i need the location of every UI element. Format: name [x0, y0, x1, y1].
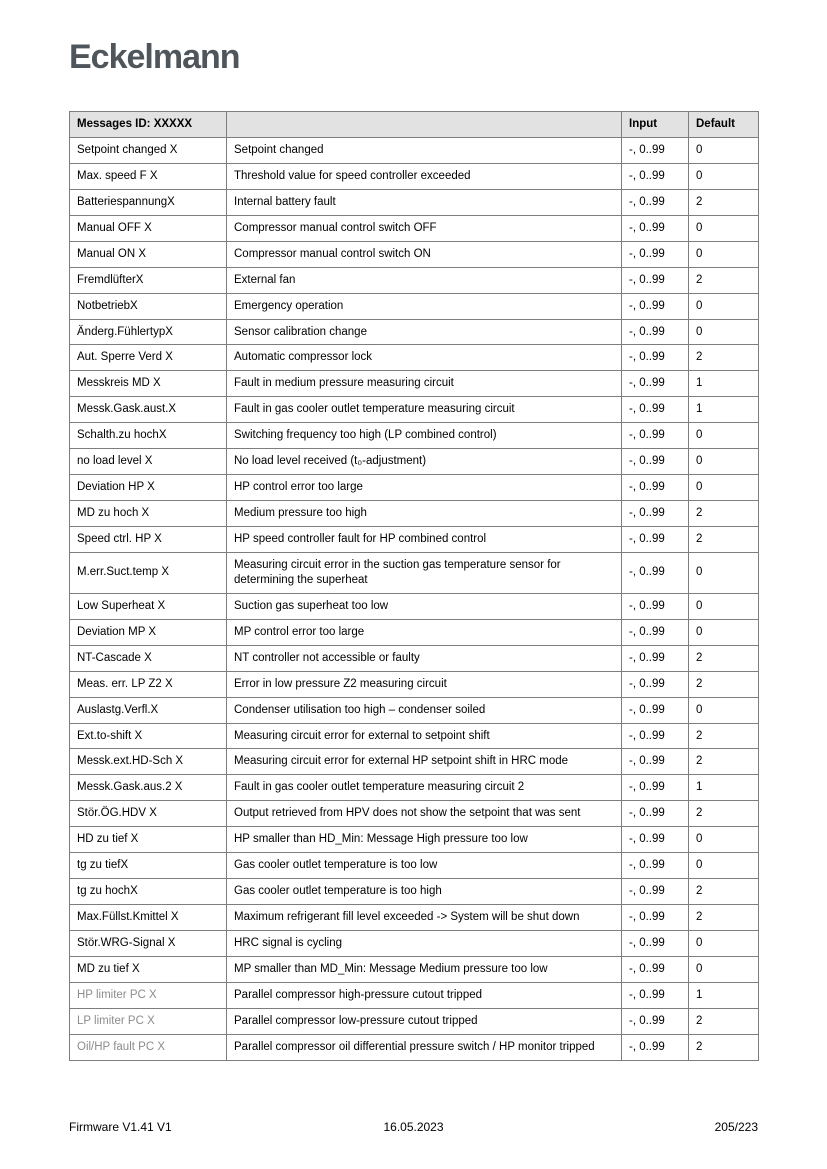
message-id-cell: FremdlüfterX — [70, 267, 227, 293]
message-description-cell: HP speed controller fault for HP combined control — [227, 527, 622, 553]
message-id-cell: LP limiter PC X — [70, 1008, 227, 1034]
message-id-cell: Änderg.FühlertypX — [70, 319, 227, 345]
table-header-row — [70, 112, 759, 138]
table-row — [70, 527, 759, 553]
message-input-cell: -, 0..99 — [622, 552, 689, 593]
message-description-cell: Measuring circuit error for external HP setpoint shift in HRC mode — [227, 749, 622, 775]
message-description-cell: Switching frequency too high (LP combined control) — [227, 423, 622, 449]
table-row — [70, 449, 759, 475]
table-row — [70, 697, 759, 723]
message-input-cell: -, 0..99 — [622, 671, 689, 697]
message-id-cell: HP limiter PC X — [70, 982, 227, 1008]
message-description-cell: Parallel compressor low-pressure cutout tripped — [227, 1008, 622, 1034]
message-default-cell: 2 — [689, 267, 759, 293]
message-default-cell: 0 — [689, 853, 759, 879]
message-input-cell: -, 0..99 — [622, 697, 689, 723]
message-default-cell: 2 — [689, 189, 759, 215]
message-id-cell: Ext.to-shift X — [70, 723, 227, 749]
message-id-cell: Deviation HP X — [70, 475, 227, 501]
message-input-cell: -, 0..99 — [622, 189, 689, 215]
message-default-cell: 2 — [689, 1034, 759, 1060]
message-id-cell: Messkreis MD X — [70, 371, 227, 397]
message-description-cell: Measuring circuit error in the suction gas temperature sensor for determining the superheat — [227, 552, 622, 593]
message-default-cell: 0 — [689, 697, 759, 723]
message-description-cell: Measuring circuit error for external to setpoint shift — [227, 723, 622, 749]
table-row — [70, 371, 759, 397]
message-description-cell: HP smaller than HD_Min: Message High pressure too low — [227, 827, 622, 853]
message-input-cell: -, 0..99 — [622, 137, 689, 163]
table-row — [70, 1034, 759, 1060]
message-default-cell: 2 — [689, 345, 759, 371]
table-row — [70, 1008, 759, 1034]
message-input-cell: -, 0..99 — [622, 879, 689, 905]
message-input-cell: -, 0..99 — [622, 956, 689, 982]
message-id-cell: BatteriespannungX — [70, 189, 227, 215]
messages-table-container — [69, 111, 758, 1061]
message-input-cell: -, 0..99 — [622, 241, 689, 267]
message-description-cell: Gas cooler outlet temperature is too low — [227, 853, 622, 879]
table-row — [70, 982, 759, 1008]
message-id-cell: MD zu hoch X — [70, 501, 227, 527]
message-description-cell: Maximum refrigerant fill level exceeded -> System will be shut down — [227, 905, 622, 931]
column-header-description — [227, 112, 622, 138]
table-row — [70, 801, 759, 827]
message-input-cell: -, 0..99 — [622, 423, 689, 449]
message-default-cell: 0 — [689, 163, 759, 189]
message-default-cell: 0 — [689, 293, 759, 319]
table-row — [70, 475, 759, 501]
table-row — [70, 189, 759, 215]
table-row — [70, 853, 759, 879]
message-description-cell: MP control error too large — [227, 619, 622, 645]
message-description-cell: Internal battery fault — [227, 189, 622, 215]
message-default-cell: 0 — [689, 619, 759, 645]
footer-date: 16.05.2023 — [383, 1120, 444, 1134]
message-default-cell: 0 — [689, 423, 759, 449]
message-description-cell: Automatic compressor lock — [227, 345, 622, 371]
message-default-cell: 2 — [689, 723, 759, 749]
message-description-cell: Sensor calibration change — [227, 319, 622, 345]
table-row — [70, 956, 759, 982]
message-id-cell: no load level X — [70, 449, 227, 475]
message-default-cell: 0 — [689, 931, 759, 957]
table-body — [70, 137, 759, 1060]
table-row — [70, 163, 759, 189]
message-default-cell: 0 — [689, 593, 759, 619]
message-id-cell: Manual OFF X — [70, 215, 227, 241]
message-id-cell: HD zu tief X — [70, 827, 227, 853]
table-row — [70, 619, 759, 645]
message-default-cell: 0 — [689, 215, 759, 241]
message-id-cell: NotbetriebX — [70, 293, 227, 319]
message-default-cell: 0 — [689, 137, 759, 163]
message-input-cell: -, 0..99 — [622, 163, 689, 189]
table-row — [70, 293, 759, 319]
message-description-cell: Condenser utilisation too high – condenser soiled — [227, 697, 622, 723]
message-default-cell: 2 — [689, 1008, 759, 1034]
table-row — [70, 671, 759, 697]
message-input-cell: -, 0..99 — [622, 371, 689, 397]
table-row — [70, 215, 759, 241]
table-row — [70, 423, 759, 449]
column-header-input: Input — [622, 112, 689, 138]
message-default-cell: 1 — [689, 371, 759, 397]
table-row — [70, 397, 759, 423]
message-input-cell: -, 0..99 — [622, 905, 689, 931]
message-description-cell: Gas cooler outlet temperature is too high — [227, 879, 622, 905]
message-default-cell: 2 — [689, 905, 759, 931]
message-description-cell: Parallel compressor oil differential pressure switch / HP monitor tripped — [227, 1034, 622, 1060]
message-description-cell: Emergency operation — [227, 293, 622, 319]
message-id-cell: Aut. Sperre Verd X — [70, 345, 227, 371]
message-input-cell: -, 0..99 — [622, 723, 689, 749]
message-input-cell: -, 0..99 — [622, 319, 689, 345]
message-id-cell: Stör.ÖG.HDV X — [70, 801, 227, 827]
message-id-cell: Messk.ext.HD-Sch X — [70, 749, 227, 775]
message-default-cell: 2 — [689, 501, 759, 527]
message-default-cell: 0 — [689, 241, 759, 267]
table-row — [70, 552, 759, 593]
table-row — [70, 931, 759, 957]
message-input-cell: -, 0..99 — [622, 645, 689, 671]
table-row — [70, 723, 759, 749]
message-id-cell: Max. speed F X — [70, 163, 227, 189]
table-row — [70, 137, 759, 163]
message-description-cell: Fault in gas cooler outlet temperature measuring circuit — [227, 397, 622, 423]
brand-logo: Eckelmann — [69, 38, 240, 76]
message-input-cell: -, 0..99 — [622, 827, 689, 853]
message-description-cell: Medium pressure too high — [227, 501, 622, 527]
message-description-cell: Output retrieved from HPV does not show the setpoint that was sent — [227, 801, 622, 827]
message-id-cell: tg zu tiefX — [70, 853, 227, 879]
message-description-cell: HP control error too large — [227, 475, 622, 501]
message-input-cell: -, 0..99 — [622, 475, 689, 501]
message-id-cell: M.err.Suct.temp X — [70, 552, 227, 593]
message-default-cell: 0 — [689, 827, 759, 853]
message-input-cell: -, 0..99 — [622, 775, 689, 801]
table-row — [70, 879, 759, 905]
column-header-default: Default — [689, 112, 759, 138]
messages-table — [69, 111, 759, 1061]
message-description-cell: Compressor manual control switch OFF — [227, 215, 622, 241]
message-default-cell: 2 — [689, 879, 759, 905]
message-description-cell: Fault in gas cooler outlet temperature measuring circuit 2 — [227, 775, 622, 801]
message-input-cell: -, 0..99 — [622, 1008, 689, 1034]
message-default-cell: 0 — [689, 319, 759, 345]
message-description-cell: Compressor manual control switch ON — [227, 241, 622, 267]
message-description-cell: MP smaller than MD_Min: Message Medium pressure too low — [227, 956, 622, 982]
footer-firmware-version: Firmware V1.41 V1 — [69, 1120, 172, 1134]
message-id-cell: Speed ctrl. HP X — [70, 527, 227, 553]
message-input-cell: -, 0..99 — [622, 749, 689, 775]
message-id-cell: Low Superheat X — [70, 593, 227, 619]
message-input-cell: -, 0..99 — [622, 449, 689, 475]
message-description-cell: No load level received (t₀-adjustment) — [227, 449, 622, 475]
message-id-cell: Max.Füllst.Kmittel X — [70, 905, 227, 931]
message-description-cell: Error in low pressure Z2 measuring circuit — [227, 671, 622, 697]
message-default-cell: 1 — [689, 982, 759, 1008]
message-default-cell: 2 — [689, 645, 759, 671]
message-id-cell: Setpoint changed X — [70, 137, 227, 163]
message-id-cell: Messk.Gask.aus.2 X — [70, 775, 227, 801]
message-description-cell: Threshold value for speed controller exceeded — [227, 163, 622, 189]
message-id-cell: Messk.Gask.aust.X — [70, 397, 227, 423]
message-input-cell: -, 0..99 — [622, 801, 689, 827]
table-row — [70, 345, 759, 371]
message-description-cell: HRC signal is cycling — [227, 931, 622, 957]
message-input-cell: -, 0..99 — [622, 593, 689, 619]
message-id-cell: Stör.WRG-Signal X — [70, 931, 227, 957]
table-row — [70, 749, 759, 775]
message-id-cell: tg zu hochX — [70, 879, 227, 905]
message-id-cell: NT-Cascade X — [70, 645, 227, 671]
table-row — [70, 501, 759, 527]
message-input-cell: -, 0..99 — [622, 345, 689, 371]
message-description-cell: Suction gas superheat too low — [227, 593, 622, 619]
message-input-cell: -, 0..99 — [622, 293, 689, 319]
table-row — [70, 827, 759, 853]
message-id-cell: Oil/HP fault PC X — [70, 1034, 227, 1060]
table-row — [70, 241, 759, 267]
message-default-cell: 1 — [689, 397, 759, 423]
message-default-cell: 0 — [689, 956, 759, 982]
message-input-cell: -, 0..99 — [622, 267, 689, 293]
table-row — [70, 905, 759, 931]
message-default-cell: 2 — [689, 801, 759, 827]
message-input-cell: -, 0..99 — [622, 215, 689, 241]
message-default-cell: 0 — [689, 449, 759, 475]
message-input-cell: -, 0..99 — [622, 501, 689, 527]
message-default-cell: 2 — [689, 671, 759, 697]
message-id-cell: Deviation MP X — [70, 619, 227, 645]
message-description-cell: Setpoint changed — [227, 137, 622, 163]
message-default-cell: 0 — [689, 475, 759, 501]
message-description-cell: Fault in medium pressure measuring circuit — [227, 371, 622, 397]
message-description-cell: External fan — [227, 267, 622, 293]
message-input-cell: -, 0..99 — [622, 853, 689, 879]
message-input-cell: -, 0..99 — [622, 527, 689, 553]
message-id-cell: Manual ON X — [70, 241, 227, 267]
message-default-cell: 1 — [689, 775, 759, 801]
table-row — [70, 267, 759, 293]
message-input-cell: -, 0..99 — [622, 931, 689, 957]
column-header-messages-id: Messages ID: XXXXX — [70, 112, 227, 138]
page-footer — [69, 1120, 758, 1134]
footer-page-number: 205/223 — [714, 1120, 759, 1134]
message-default-cell: 2 — [689, 527, 759, 553]
table-row — [70, 645, 759, 671]
message-default-cell: 0 — [689, 552, 759, 593]
message-input-cell: -, 0..99 — [622, 397, 689, 423]
table-row — [70, 593, 759, 619]
table-row — [70, 319, 759, 345]
table-row — [70, 775, 759, 801]
message-description-cell: NT controller not accessible or faulty — [227, 645, 622, 671]
message-input-cell: -, 0..99 — [622, 982, 689, 1008]
message-default-cell: 2 — [689, 749, 759, 775]
message-id-cell: Schalth.zu hochX — [70, 423, 227, 449]
message-input-cell: -, 0..99 — [622, 1034, 689, 1060]
message-id-cell: Auslastg.Verfl.X — [70, 697, 227, 723]
message-input-cell: -, 0..99 — [622, 619, 689, 645]
message-description-cell: Parallel compressor high-pressure cutout tripped — [227, 982, 622, 1008]
message-id-cell: MD zu tief X — [70, 956, 227, 982]
message-id-cell: Meas. err. LP Z2 X — [70, 671, 227, 697]
